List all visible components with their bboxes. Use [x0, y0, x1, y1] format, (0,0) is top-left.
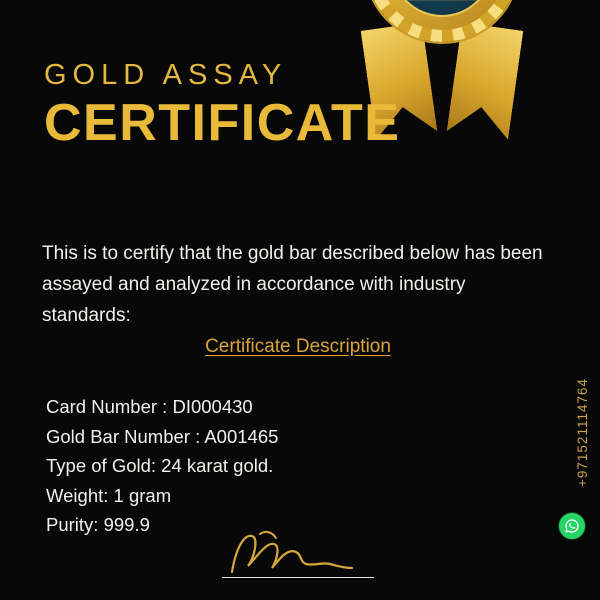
certificate-details: [46, 392, 506, 540]
signature-icon: [226, 528, 366, 576]
signature-line: [222, 577, 374, 578]
page-title: CERTIFICATE: [44, 93, 401, 152]
section-heading: Certificate Description: [205, 336, 391, 357]
detail-line: Type of Gold: 24 karat gold.: [46, 455, 274, 476]
contact-phone: +971521114764: [575, 378, 590, 487]
seal-inner-disc: [391, 0, 493, 17]
detail-line: Purity: 999.9: [46, 514, 150, 535]
detail-line: Gold Bar Number : A001465: [46, 425, 279, 447]
detail-line: Weight: 1 gram: [46, 484, 172, 506]
signature-block: [222, 524, 382, 588]
whatsapp-icon[interactable]: [558, 512, 586, 540]
intro-paragraph: This is to certify that the gold bar described below has been assayed and analyzed in accordance with industry standards:: [42, 243, 543, 326]
seal-mid-ring: [378, 0, 506, 30]
seal-inner-band: [393, 0, 491, 1]
certificate-header: [44, 60, 424, 150]
page-title-top: GOLD ASSAY: [44, 59, 288, 91]
detail-line: Card Number : DI000430: [46, 396, 253, 417]
